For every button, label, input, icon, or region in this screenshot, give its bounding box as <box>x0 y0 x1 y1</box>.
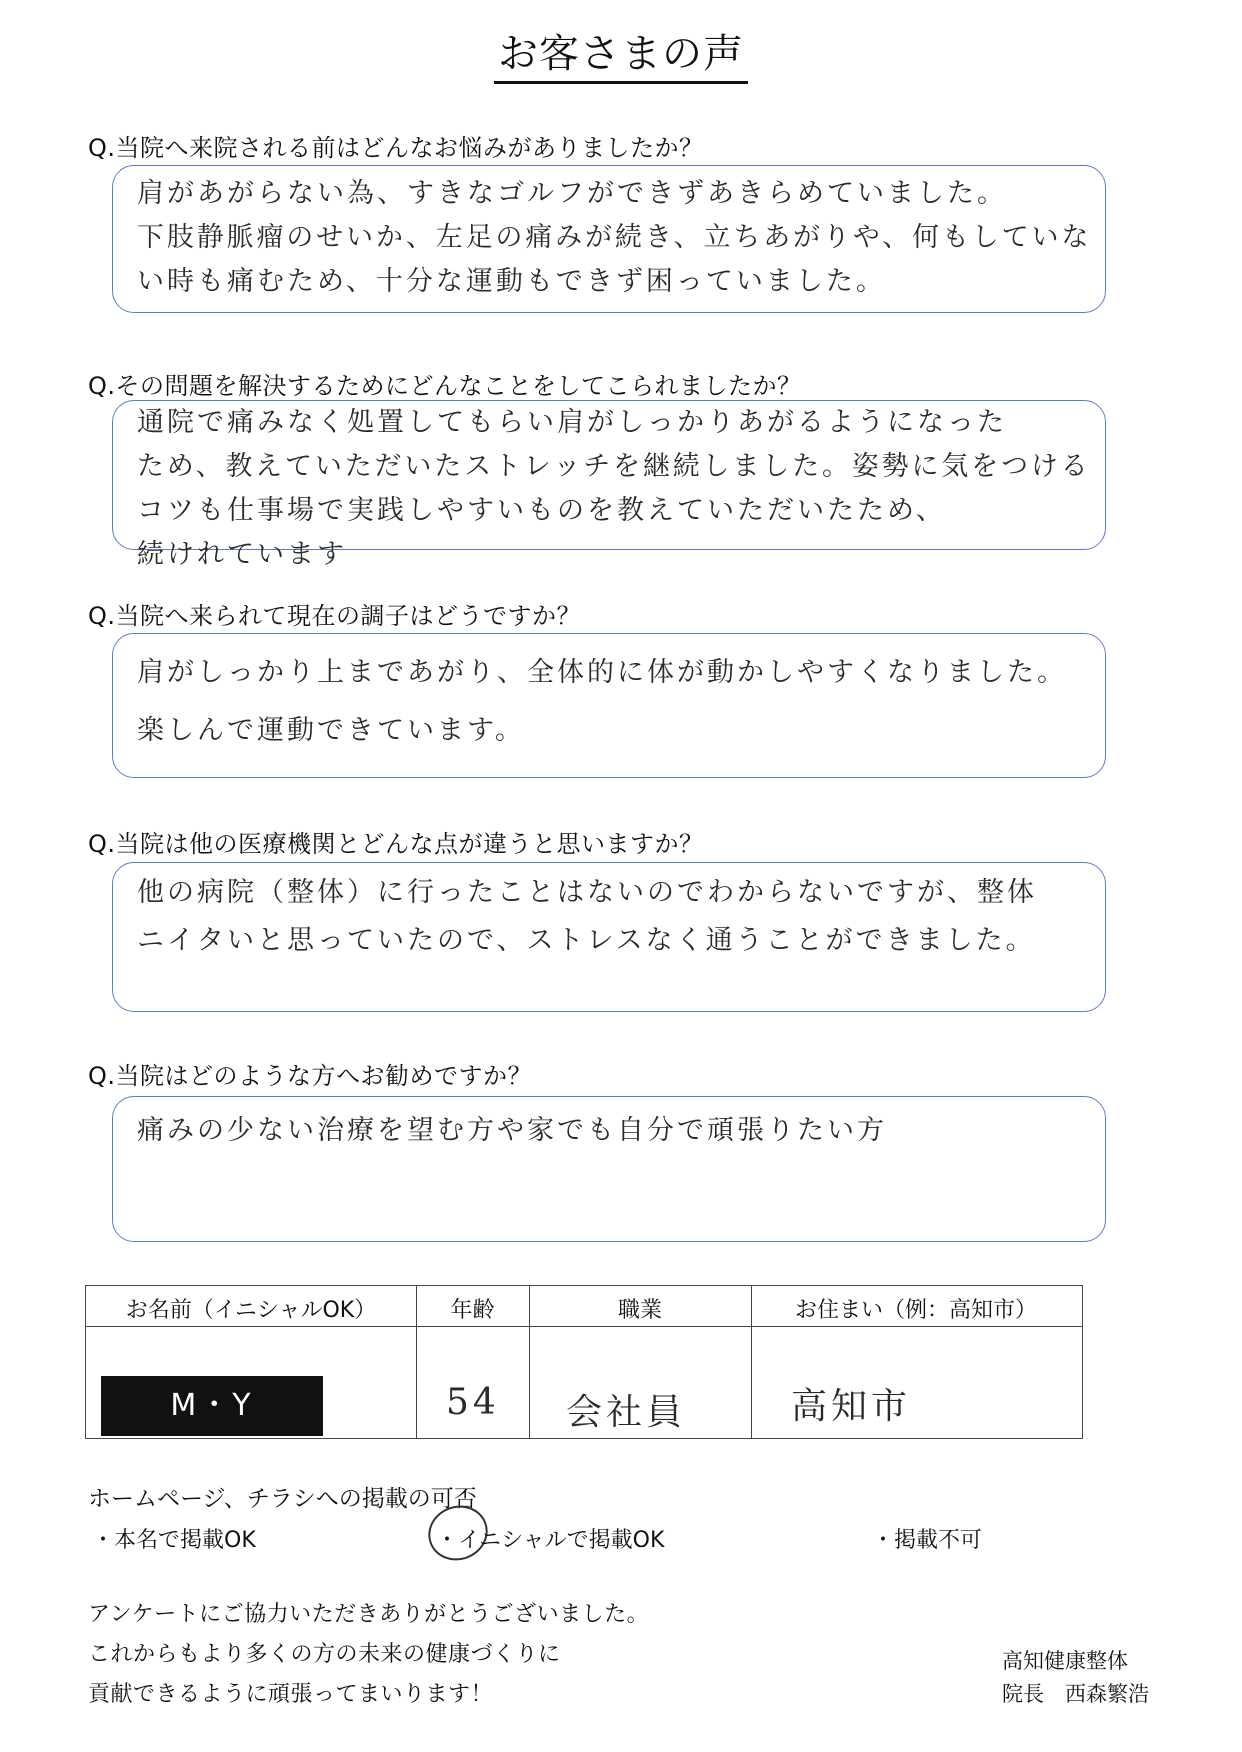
header-name: お名前（イニシャルOK） <box>125 1298 377 1323</box>
answer-box-3 <box>112 633 1106 778</box>
question-4: Q.当院は他の医療機関とどんな点が違うと思いますか？ <box>88 830 704 858</box>
thanks-line-1: アンケートにご協力いただきありがとうございました。 <box>88 1602 650 1627</box>
question-5: Q.当院はどのような方へお勧めですか？ <box>88 1062 533 1090</box>
answer-1-line-1: 肩があがらない為、すきなゴルフができずあきらめていました。 <box>137 178 1007 209</box>
answer-box-4 <box>112 862 1106 1012</box>
answer-4-line-1: 他の病院（整体）に行ったことはないのでわからないですが、整体 <box>137 877 1037 908</box>
address-value: 高知市 <box>791 1386 912 1427</box>
answer-box-1 <box>112 165 1106 313</box>
answer-3-line-1: 肩がしっかり上まであがり、全体的に体が動かしやすくなりました。 <box>137 657 1067 688</box>
question-3: Q.当院へ来られて現在の調子はどうですか？ <box>88 602 582 630</box>
answer-1-line-2: 下肢静脈瘤のせいか、左足の痛みが続き、立ちあがりや、何もしていな <box>137 222 1092 253</box>
consent-option-initials: ・イニシャルで掲載OK <box>436 1528 665 1553</box>
age-value: 54 <box>446 1382 500 1423</box>
clinic-name: 高知健康整体 <box>1002 1649 1128 1673</box>
page-title: お客さまの声 <box>0 22 1242 79</box>
thanks-line-3: 貢献できるように頑張ってまいります！ <box>88 1682 494 1707</box>
header-age: 年齢 <box>450 1298 495 1323</box>
answer-2-line-2: ため、教えていただいたストレッチを継続しました。姿勢に気をつける <box>137 451 1091 482</box>
info-table <box>85 1285 1083 1439</box>
answer-4-line-2: ニイタいと思っていたので、ストレスなく通うことができました。 <box>137 925 1036 956</box>
answer-box-2 <box>112 400 1106 570</box>
header-job: 職業 <box>617 1298 662 1323</box>
answer-1-line-3: い時も痛むため、十分な運動もできず困っていました。 <box>137 266 886 297</box>
job-value: 会社員 <box>566 1392 687 1433</box>
answer-2-line-1: 通院で痛みなく処置してもらい肩がしっかりあがるようになった <box>137 407 1007 438</box>
consent-title: ホームページ、チラシへの掲載の可否 <box>88 1486 477 1512</box>
question-2: Q.その問題を解決するためにどんなことをしてこられましたか？ <box>88 372 802 400</box>
consent-option-no-publish: ・掲載不可 <box>872 1528 983 1553</box>
answer-2-line-3: コツも仕事場で実践しやすいものを教えていただいたため、 <box>137 495 946 526</box>
answer-box-5 <box>112 1096 1106 1242</box>
thanks-line-2: これからもより多くの方の未来の健康づくりに <box>88 1642 561 1667</box>
consent-option-real-name: ・本名で掲載OK <box>92 1528 256 1553</box>
director-name: 院長 西森繁浩 <box>1002 1682 1149 1706</box>
header-address: お住まい（例：高知市） <box>794 1298 1037 1323</box>
answer-3-line-2: 楽しんで運動できています。 <box>137 715 525 746</box>
answer-2-line-4: 続けれています <box>137 539 347 570</box>
question-1: Q.当院へ来院される前はどんなお悩みがありましたか？ <box>88 134 704 162</box>
name-value-redacted: M・Y <box>101 1376 323 1436</box>
answer-5-line-1: 痛みの少ない治療を望む方や家でも自分で頑張りたい方 <box>137 1115 887 1146</box>
